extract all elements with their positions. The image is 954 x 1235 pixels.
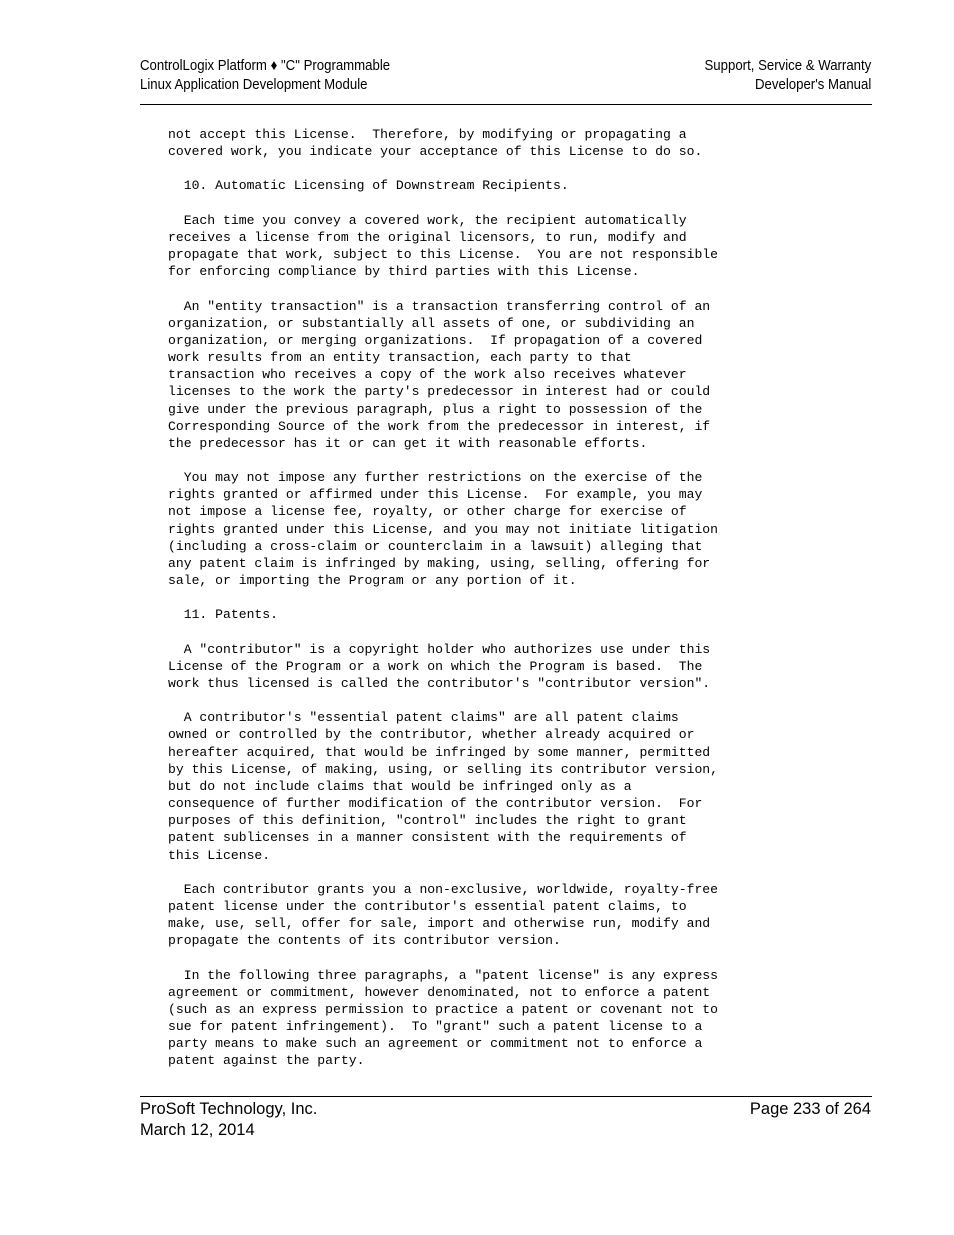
footer-divider xyxy=(140,1096,872,1097)
page-header xyxy=(140,56,872,104)
license-body-text: not accept this License. Therefore, by modifying or propagating a covered work, you indicate your acceptance of this License to do so. 10. Automatic Licensing of Downstream Recipients. Each time you convey a covered work, the recipient automatically receives a license from the original licensors, to run, modify and propagate that work, subject to this License. You are not responsible for enforcing compliance by third parties with this License. An "entity transaction" is a transaction transferring control of an organization, or substantially all assets of one, or subdividing an organization, or merging organizations. If propagation of a covered work results from an entity transaction, each party to that transaction who receives a copy of the work also receives whatever licenses to the work the party's predecessor in interest had or could give under the previous paragraph, plus a right to possession of the Corresponding Source of the work from the predecessor in interest, if the predecessor has it or can get it with reasonable efforts. You may not impose any further restrictions on the exercise of the rights granted or affirmed under this License. For example, you may not impose a license fee, royalty, or other charge for exercise of rights granted under this License, and you may not initiate litigation (including a cross-claim or counterclaim in a lawsuit) alleging that any patent claim is infringed by making, using, selling, offering for sale, or importing the Program or any portion of it. 11. Patents. A "contributor" is a copyright holder who authorizes use under this License of the Program or a work on which the Program is based. The work thus licensed is called the contributor's "contributor version". A contributor's "essential patent claims" are all patent claims owned or controlled by the contributor, whether already acquired or hereafter acquired, that would be infringed by some manner, permitted by this License, of making, using, or selling its contributor version, but do not include claims that would be infringed only as a consequence of further modification of the contributor version. For purposes of this definition, "control" includes the right to grant patent sublicenses in a manner consistent with the requirements of this License. Each contributor grants you a non-exclusive, worldwide, royalty-free patent license under the contributor's essential patent claims, to make, use, sell, offer for sale, import and otherwise run, modify and propagate the contents of its contributor version. In the following three paragraphs, a "patent license" is any express agreement or commitment, however denominated, not to enforce a patent (such as an express permission to practice a patent or covenant not to sue for patent infringement). To "grant" such a patent license to a party means to make such an agreement or commitment not to enforce a patent against the party. xyxy=(168,127,719,1069)
header-right xyxy=(705,56,872,94)
footer-company: ProSoft Technology, Inc. xyxy=(140,1100,318,1118)
footer-date: March 12, 2014 xyxy=(140,1120,255,1139)
header-divider xyxy=(140,104,872,105)
footer-page-number: Page 233 of 264 xyxy=(749,1100,871,1118)
footer-right xyxy=(750,1099,871,1120)
header-product-subtitle: Linux Application Development Module xyxy=(140,76,368,93)
header-product-title: ControlLogix Platform ♦ "C" Programmable xyxy=(140,57,391,74)
header-manual-title: Developer's Manual xyxy=(755,76,872,93)
header-left xyxy=(140,56,390,94)
header-section-title: Support, Service & Warranty xyxy=(704,57,872,74)
footer-left xyxy=(140,1099,317,1140)
